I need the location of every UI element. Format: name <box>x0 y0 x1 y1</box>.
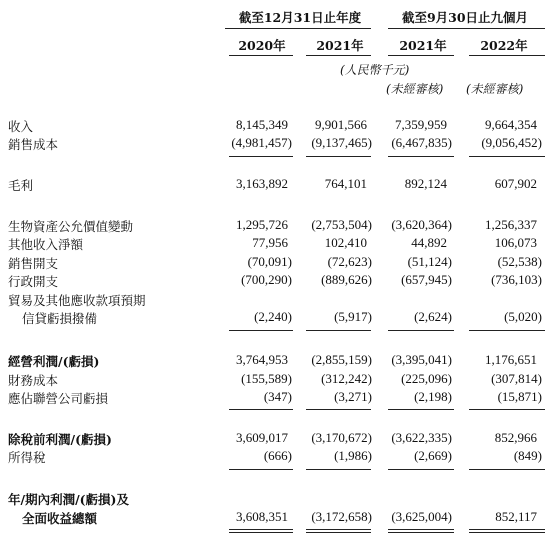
year-header-2: 2021年 <box>316 38 364 53</box>
group-rule-9m <box>388 28 545 29</box>
cell-pbt-2022-9m: 852,966 <box>494 430 537 445</box>
subtotal-rule-c4 <box>469 409 545 410</box>
total-rule-a3 <box>388 529 454 530</box>
cell-se-2020: (70,091) <box>247 254 292 269</box>
cell-tci-2022-9m: 852,117 <box>495 509 537 524</box>
total-rule-b3 <box>388 532 454 533</box>
cell-op-2020: 3,764,953 <box>236 352 288 367</box>
cell-ae-2022-9m: (736,103) <box>491 272 542 287</box>
total-rule-a1 <box>229 529 293 530</box>
row-label-cost-of-sales: 銷售成本 <box>8 137 59 152</box>
cell-cos-2022-9m: (9,056,452) <box>481 135 542 150</box>
cell-oi-2020: 77,956 <box>252 235 288 250</box>
cell-al-2021-9m: (2,198) <box>414 389 452 404</box>
year-header-3: 2021年 <box>399 38 447 53</box>
year-header-1: 2020年 <box>238 38 286 53</box>
cell-cos-2020: (4,981,457) <box>231 135 292 150</box>
subtotal-rule-d1 <box>229 469 293 470</box>
cell-tci-2021-9m: (3,625,004) <box>391 509 452 524</box>
cell-tci-2020: 3,608,351 <box>236 509 288 524</box>
total-rule-a4 <box>469 529 545 530</box>
row-label-selling-expenses: 銷售開支 <box>8 256 59 271</box>
cell-tax-2020: (666) <box>263 448 292 463</box>
subtotal-rule-c2 <box>306 409 371 410</box>
cell-cos-2021-9m: (6,467,835) <box>391 135 452 150</box>
subtotal-rule-b4 <box>469 330 545 331</box>
group-header-fy: 截至12月31日止年度 <box>238 10 362 25</box>
year-header-4: 2022年 <box>480 38 528 53</box>
row-label-credit-loss-line2: 信貸虧損撥備 <box>22 311 98 326</box>
cell-gp-2021-9m: 892,124 <box>404 176 447 191</box>
cell-al-2020: (347) <box>263 389 292 404</box>
cell-op-2022-9m: 1,176,651 <box>485 352 537 367</box>
subtotal-rule-4 <box>469 156 545 157</box>
subtotal-rule-2 <box>306 156 371 157</box>
cell-gp-2022-9m: 607,902 <box>494 176 537 191</box>
cell-gp-2021: 764,101 <box>324 176 367 191</box>
cell-oi-2021-9m: 44,892 <box>411 235 447 250</box>
cell-ae-2020: (700,290) <box>241 272 292 287</box>
cell-pbt-2021: (3,170,672) <box>311 430 372 445</box>
cell-revenue-2021-9m: 7,359,959 <box>395 117 447 132</box>
cell-revenue-2020: 8,145,349 <box>236 117 288 132</box>
row-label-gross-profit: 毛利 <box>8 178 34 193</box>
total-rule-b2 <box>306 532 371 533</box>
cell-tci-2021: (3,172,658) <box>311 509 372 524</box>
cell-op-2021-9m: (3,395,041) <box>391 352 452 367</box>
cell-bio-2022-9m: 1,256,337 <box>485 217 537 232</box>
subtotal-rule-d2 <box>306 469 371 470</box>
row-label-associate-losses: 應佔聯營公司虧損 <box>8 391 109 406</box>
row-label-other-income: 其他收入淨額 <box>8 237 84 252</box>
cell-oi-2021: 102,410 <box>324 235 367 250</box>
row-label-biological-assets: 生物資產公允價值變動 <box>8 219 134 234</box>
cell-bio-2021: (2,753,504) <box>311 217 372 232</box>
cell-cl-2020: (2,240) <box>254 309 292 324</box>
cell-op-2021: (2,855,159) <box>311 352 372 367</box>
total-rule-b4 <box>469 532 545 533</box>
cell-ae-2021-9m: (657,945) <box>401 272 452 287</box>
subtotal-rule-b1 <box>229 330 293 331</box>
year-rule-4 <box>469 55 545 56</box>
cell-fc-2020: (155,589) <box>241 371 292 386</box>
cell-cl-2021: (5,917) <box>334 309 372 324</box>
subtotal-rule-b2 <box>306 330 371 331</box>
subtotal-rule-c1 <box>229 409 293 410</box>
group-rule-fy <box>225 28 371 29</box>
row-label-profit-for-period-line2: 全面收益總額 <box>22 511 98 526</box>
subtotal-rule-b3 <box>388 330 454 331</box>
group-header-9m: 截至9月30日止九個月 <box>401 10 529 25</box>
row-label-operating-profit: 經營利潤/(虧損) <box>8 354 100 369</box>
row-label-finance-costs: 財務成本 <box>8 373 59 388</box>
cell-gp-2020: 3,163,892 <box>236 176 288 191</box>
row-label-profit-for-period-line1: 年/期內利潤/(虧損)及 <box>8 492 129 507</box>
year-rule-3 <box>388 55 454 56</box>
cell-oi-2022-9m: 106,073 <box>494 235 537 250</box>
unaudited-note-2: (未經審核) <box>466 82 524 96</box>
total-rule-b1 <box>229 532 293 533</box>
unit-note: (人民幣千元) <box>340 63 410 77</box>
row-label-credit-loss-line1: 貿易及其他應收款項預期 <box>8 293 146 308</box>
subtotal-rule-c3 <box>388 409 454 410</box>
row-label-admin-expenses: 行政開支 <box>8 274 59 289</box>
cell-se-2021-9m: (51,124) <box>407 254 452 269</box>
cell-se-2022-9m: (52,538) <box>497 254 542 269</box>
cell-bio-2020: 1,295,726 <box>236 217 288 232</box>
cell-cos-2021: (9,137,465) <box>311 135 372 150</box>
subtotal-rule-3 <box>388 156 454 157</box>
cell-tax-2021-9m: (2,669) <box>414 448 452 463</box>
row-label-profit-before-tax: 除稅前利潤/(虧損) <box>8 432 112 447</box>
subtotal-rule-1 <box>229 156 293 157</box>
cell-ae-2021: (889,626) <box>321 272 372 287</box>
cell-al-2022-9m: (15,871) <box>497 389 542 404</box>
cell-revenue-2022-9m: 9,664,354 <box>485 117 537 132</box>
year-rule-2 <box>306 55 371 56</box>
cell-tax-2022-9m: (849) <box>513 448 542 463</box>
cell-pbt-2020: 3,609,017 <box>236 430 288 445</box>
subtotal-rule-d3 <box>388 469 454 470</box>
year-rule-1 <box>229 55 293 56</box>
subtotal-rule-d4 <box>469 469 545 470</box>
cell-cl-2022-9m: (5,020) <box>504 309 542 324</box>
row-label-income-tax: 所得稅 <box>8 450 46 465</box>
cell-revenue-2021: 9,901,566 <box>315 117 367 132</box>
row-label-revenue: 收入 <box>8 119 34 134</box>
total-rule-a2 <box>306 529 371 530</box>
unaudited-note-1: (未經審核) <box>386 82 444 96</box>
cell-al-2021: (3,271) <box>334 389 372 404</box>
cell-tax-2021: (1,986) <box>334 448 372 463</box>
cell-fc-2021: (312,242) <box>321 371 372 386</box>
cell-se-2021: (72,623) <box>327 254 372 269</box>
cell-fc-2021-9m: (225,096) <box>401 371 452 386</box>
cell-cl-2021-9m: (2,624) <box>414 309 452 324</box>
cell-pbt-2021-9m: (3,622,335) <box>391 430 452 445</box>
cell-bio-2021-9m: (3,620,364) <box>391 217 452 232</box>
cell-fc-2022-9m: (307,814) <box>491 371 542 386</box>
